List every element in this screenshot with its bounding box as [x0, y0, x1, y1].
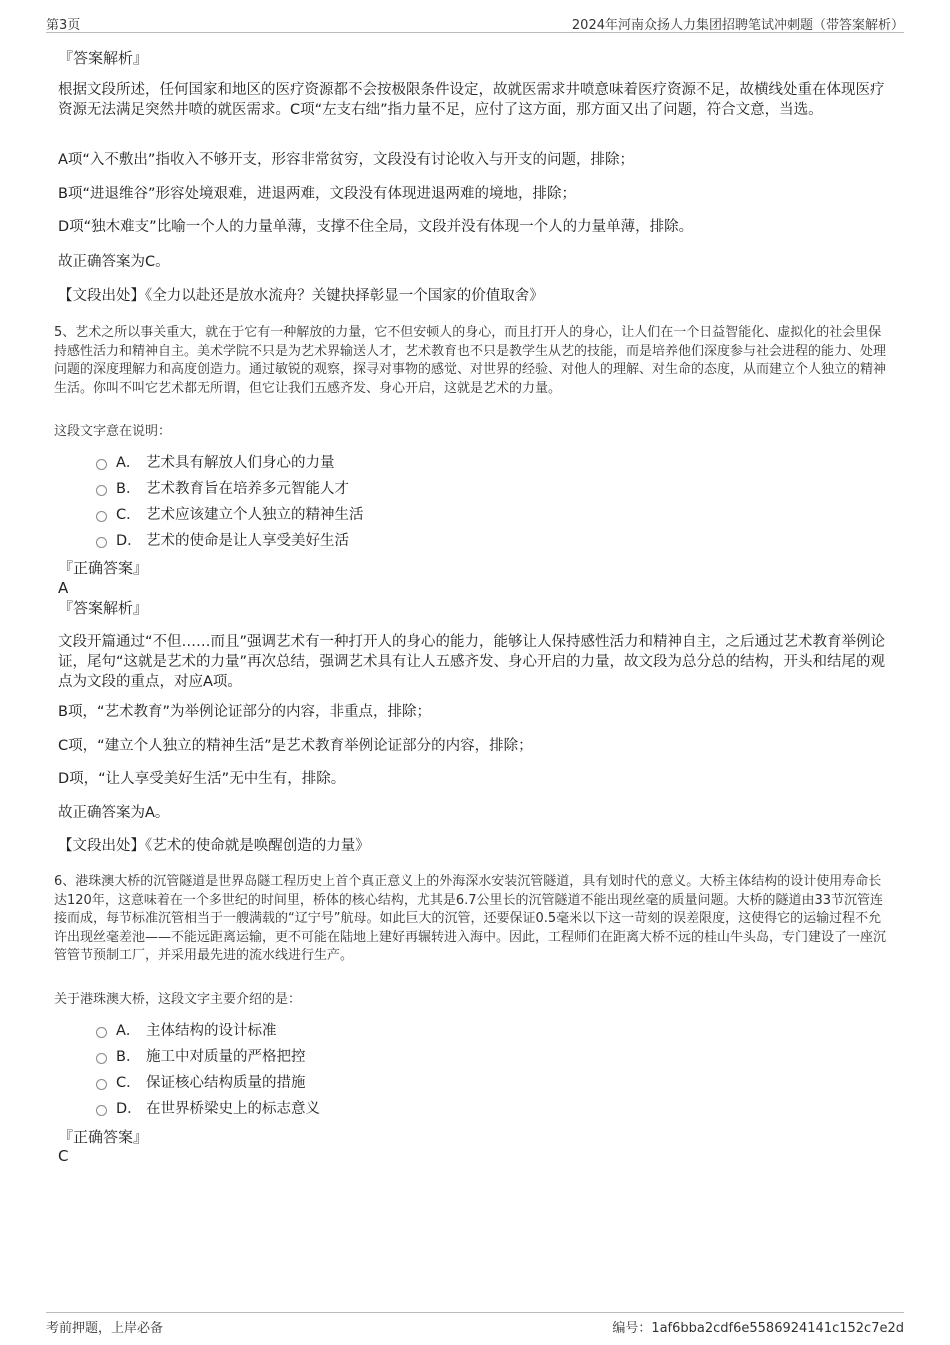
analysis-paragraph: B项“进退维谷”形容处境艰难，进退两难，文段没有体现进退两难的境地，排除；	[58, 186, 576, 202]
analysis-paragraph: C项，“建立个人独立的精神生活”是艺术教育举例论证部分的内容，排除；	[58, 738, 533, 754]
radio-icon[interactable]	[96, 485, 107, 496]
radio-icon[interactable]	[96, 1105, 107, 1116]
page-footer	[46, 1312, 904, 1337]
analysis-label: 『答案解析』	[58, 49, 149, 67]
source-citation: 【文段出处】《全力以赴还是放水流舟？关键抉择彰显一个国家的价值取舍》	[58, 288, 544, 304]
correct-answer-value: A	[58, 579, 69, 597]
correct-answer-label: 『正确答案』	[58, 1128, 149, 1146]
analysis-paragraph: D项，“让人享受美好生活”无中生有，排除。	[58, 771, 346, 787]
option-d[interactable]: D． 艺术的使命是让人享受美好生活	[96, 531, 349, 551]
radio-icon[interactable]	[96, 1027, 107, 1038]
option-c[interactable]: C． 艺术应该建立个人独立的精神生活	[96, 505, 364, 525]
radio-icon[interactable]	[96, 537, 107, 548]
radio-icon[interactable]	[96, 511, 107, 522]
radio-icon[interactable]	[96, 1053, 107, 1064]
question-5-text: 5、艺术之所以事关重大，就在于它有一种解放的力量，它不但安顿人的身心，而且打开人的身心，让人们在一个日益智能化、虚拟化的社会里保持感性活力和精神自主。美术学院不只是为艺术界输送人才，艺术教育也不只是教学生从艺的技能，而是培养他们深度参与社会进程的能力、处理问题的深度理解力和高度创造力。通过敏锐的观察，探寻对事物的感觉、对世界的经验、对他人的理解、对生命的态度，从而建立个人独立的精神生活。你叫不叫它艺术都无所谓，但它让我们五感齐发、身心开启，这就是艺术的力量。	[54, 325, 887, 396]
page-number: 第3页	[46, 18, 81, 33]
question-6-prompt: 关于港珠澳大桥，这段文字主要介绍的是：	[54, 992, 302, 1007]
document-id: 编号：1af6bba2cdf6e5586924141c152c7e2d	[612, 1321, 904, 1336]
option-d[interactable]: D． 在世界桥梁史上的标志意义	[96, 1099, 320, 1119]
analysis-paragraph: 根据文段所述，任何国家和地区的医疗资源都不会按极限条件设定，故就医需求井喷意味着医疗资源不足，故横线处重在体现医疗资源无法满足突然井喷的就医需求。C项“左支右绌”指力量不足，应付了这方面，那方面又出了问题，符合文意，当选。	[58, 82, 885, 118]
radio-icon[interactable]	[96, 459, 107, 470]
option-b[interactable]: B． 施工中对质量的严格把控	[96, 1047, 306, 1067]
radio-icon[interactable]	[96, 1079, 107, 1090]
option-a[interactable]: A． 艺术具有解放人们身心的力量	[96, 453, 335, 473]
correct-answer-statement: 故正确答案为C。	[58, 254, 170, 270]
question-5-prompt: 这段文字意在说明：	[54, 424, 172, 439]
analysis-paragraph: D项“独木难支”比喻一个人的力量单薄，支撑不住全局，文段并没有体现一个人的力量单薄，排除。	[58, 219, 694, 235]
source-citation: 【文段出处】《艺术的使命就是唤醒创造的力量》	[58, 838, 370, 854]
analysis-paragraph: 文段开篇通过“不但……而且”强调艺术有一种打开人的身心的能力，能够让人保持感性活力和精神自主，之后通过艺术教育举例论证，尾句“这就是艺术的力量”再次总结，强调艺术具有让人五感齐发、身心开启的力量，故文段为总分总的结构，开头和结尾的观点为文段的重点，对应A项。	[58, 634, 886, 690]
correct-answer-statement: 故正确答案为A。	[58, 805, 170, 821]
analysis-paragraph: B项，“艺术教育”为举例论证部分的内容，非重点，排除；	[58, 704, 431, 720]
option-c[interactable]: C． 保证核心结构质量的措施	[96, 1073, 306, 1093]
correct-answer-label: 『正确答案』	[58, 559, 149, 577]
document-title: 2024年河南众扬人力集团招聘笔试冲刺题（带答案解析）	[571, 18, 904, 33]
correct-answer-value: C	[58, 1147, 69, 1165]
footer-slogan: 考前押题，上岸必备	[46, 1321, 164, 1336]
question-6-text: 6、港珠澳大桥的沉管隧道是世界岛隧工程历史上首个真正意义上的外海深水安装沉管隧道，具有划时代的意义。大桥主体结构的设计使用寿命长达120年，这意味着在一个多世纪的时间里，桥体的核心结构，尤其是6.7公里长的沉管隧道不能出现丝毫的质量问题。大桥的隧道由33节沉管连接而成，每节标准沉管相当于一艘满载的“辽宁号”航母。如此巨大的沉管，还要保证0.5毫米以下这一苛刻的误差限度，这使得它的运输过程不允许出现丝毫差池——不能远距离运输，更不可能在陆地上建好再辗转进入海中。因此，工程师们在距离大桥不远的桂山牛头岛，专门建设了一座沉管管节预制工厂，并采用最先进的流水线进行生产。	[54, 874, 887, 963]
analysis-paragraph: A项“入不敷出”指收入不够开支，形容非常贫穷，文段没有讨论收入与开支的问题，排除；	[58, 152, 634, 168]
option-a[interactable]: A． 主体结构的设计标准	[96, 1021, 277, 1041]
option-b[interactable]: B． 艺术教育旨在培养多元智能人才	[96, 479, 349, 499]
analysis-label: 『答案解析』	[58, 599, 149, 617]
